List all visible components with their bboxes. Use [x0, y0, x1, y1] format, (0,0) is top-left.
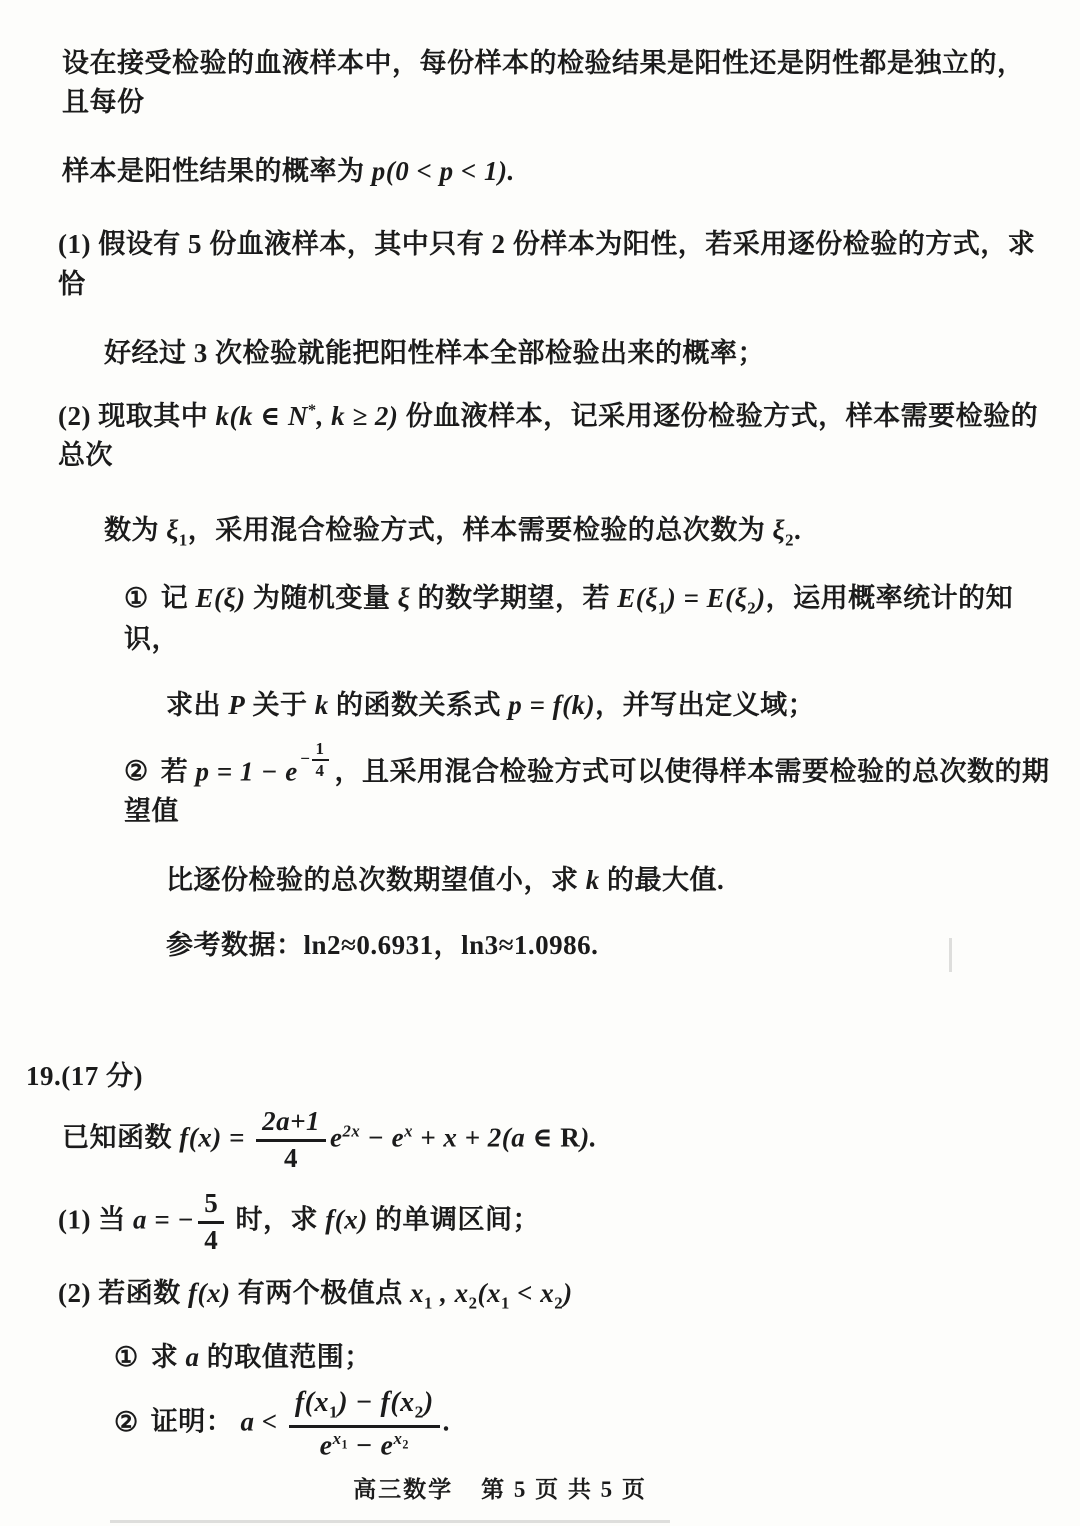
math-cond-lt: < x	[509, 1278, 555, 1309]
den-e2-exponent	[393, 1428, 409, 1451]
math-E-xi2-sub: 2	[747, 598, 757, 618]
circ1-text3: 的数学期望，若	[410, 582, 618, 613]
math-cond-open: (x	[477, 1278, 501, 1309]
math-x2-sub: 2	[468, 1293, 478, 1313]
circled-1-marker: ①	[124, 582, 149, 613]
q19-part2-text1: (2) 若函数	[58, 1278, 188, 1309]
footer-course-label: 高三数学	[353, 1477, 454, 1502]
circled-2-marker: ②	[124, 756, 149, 787]
math-natural-star-sup: *	[307, 400, 317, 419]
math-cond-close: )	[563, 1278, 573, 1309]
q19-circle1-line	[0, 1338, 1080, 1377]
math-a-lt: a <	[240, 1406, 285, 1437]
q19-header: 19.(17 分)	[26, 1060, 143, 1091]
den-e2-exp-x: x	[393, 1428, 403, 1448]
q19-part1-text3: 的单调区间；	[367, 1204, 540, 1235]
a-value-fraction	[198, 1188, 224, 1256]
math-k: k	[314, 689, 329, 720]
q19-part2-text2: 有两个极值点	[230, 1278, 410, 1309]
q19-intro-text: 已知函数	[62, 1122, 180, 1153]
q18-part2-text2: 份血液样本，记采用逐份检验方式，样本需要检验的总次	[58, 400, 1039, 470]
math-x1-sub: 1	[423, 1293, 433, 1313]
math-expectation-xi: E(ξ)	[195, 582, 246, 613]
question-18-section	[0, 44, 1080, 965]
q19-circ1-text1: 求	[150, 1341, 186, 1372]
math-E-xi1-sub: 1	[657, 598, 667, 618]
period: .	[794, 515, 802, 546]
num-close: )	[423, 1387, 434, 1419]
circ2-text2: ，且采用混合检验方式可以使得样本需要检验的总次数的期望值	[124, 756, 1050, 826]
page-footer	[0, 1471, 1000, 1504]
circ1-l2-text3: 的函数关系式	[328, 689, 509, 720]
q18-part1-line1: (1) 假设有 5 份血液样本，其中只有 2 份样本为阳性，若采用逐份检验的方式，求恰	[58, 229, 1036, 299]
circ1-text4: ，运用概率统计的知识，	[124, 582, 1014, 655]
circ1-l2-text1: 求出	[166, 689, 229, 720]
exp-fraction-numerator: 1	[312, 739, 329, 762]
proof-fraction	[289, 1387, 440, 1462]
math-a-equals-neg: a = −	[132, 1204, 195, 1235]
footer-page-number: 第 5 页 共 5 页	[481, 1477, 647, 1502]
num-fx1-open: f(x	[294, 1387, 330, 1419]
a-fraction-numerator: 5	[198, 1188, 224, 1224]
math-cond-x1-sub: 1	[500, 1293, 510, 1313]
q18-intro-line2	[0, 152, 1080, 191]
math-xi2: ξ	[772, 515, 786, 546]
proof-fraction-numerator	[289, 1387, 440, 1428]
num-x1-sub: 1	[329, 1402, 339, 1422]
exp-fraction	[312, 739, 329, 781]
q18-part2-line2-text1: 数为	[104, 515, 167, 546]
q19-part1-text2: 时，求	[228, 1204, 326, 1235]
circled-1-marker-q19: ①	[114, 1341, 139, 1372]
den-e1-exp-sub: 1	[341, 1436, 349, 1451]
den-e2-exp-sub: 2	[402, 1436, 409, 1451]
coefficient-denominator: 4	[284, 1143, 299, 1174]
a-fraction-denominator: 4	[204, 1225, 219, 1256]
math-E-xi1-open: E(ξ	[617, 582, 658, 613]
circ2-l2-text1: 比逐份检验的总次数期望值小，求	[166, 864, 586, 895]
math-xi: ξ	[397, 582, 411, 613]
q18-part2-line1	[0, 397, 1080, 475]
q18-part2-line2-text2: ，采用混合检验方式，样本需要检验的总次数为	[187, 515, 773, 546]
math-fx-equals: f(x) =	[179, 1122, 253, 1153]
math-real-set-R: R	[560, 1122, 581, 1153]
math-P: P	[228, 689, 246, 720]
q18-circle2-line1	[0, 739, 1080, 831]
circ2-l2-text2: 的最大值.	[599, 864, 725, 895]
math-p-equals-1-minus-e: p = 1 − e	[195, 756, 298, 787]
math-p-probability: p(0 < p < 1).	[371, 156, 515, 187]
math-p-equals-fk: p = f(k)	[508, 689, 596, 720]
q19-part1-text1: (1) 当	[58, 1204, 133, 1235]
math-E-xi2-close: )	[756, 582, 766, 613]
circ1-text2: 为随机变量	[245, 582, 398, 613]
circ1-l2-text2: 关于	[245, 689, 315, 720]
math-k-condition-open: k(k ∈ N	[215, 400, 308, 431]
math-close-paren: ).	[580, 1122, 597, 1153]
q18-part2-text1: (2) 现取其中	[58, 400, 216, 431]
q18-circle1-line2	[0, 686, 1080, 725]
scan-artifact-right	[949, 938, 952, 972]
math-E-xi2-open: ) = E(ξ	[666, 582, 748, 613]
math-x2: , x	[432, 1278, 469, 1309]
den-e1: e	[319, 1429, 333, 1461]
math-cond-x2-sub: 2	[554, 1293, 564, 1313]
math-tail: + x + 2(a ∈	[412, 1122, 561, 1153]
den-e1-exp-x: x	[332, 1428, 342, 1448]
reference-data: 参考数据：ln2≈0.6931，ln3≈1.0986.	[166, 929, 599, 960]
q18-circle1-line1	[0, 579, 1080, 660]
math-fx-1: f(x)	[325, 1204, 368, 1235]
proof-fraction-denominator	[289, 1428, 440, 1463]
scan-artifact-bottom	[110, 1520, 670, 1523]
q19-part2-line	[0, 1274, 1080, 1316]
circ1-text1: 记	[160, 582, 196, 613]
q19-function-line	[0, 1106, 1080, 1174]
coefficient-fraction	[256, 1106, 326, 1174]
den-minus-e2: − e	[348, 1429, 394, 1461]
math-exponent-neg-quarter	[300, 739, 329, 781]
circ1-l2-text4: ，并写出定义域；	[595, 689, 816, 720]
proof-period: .	[443, 1406, 451, 1437]
math-a-range: a	[185, 1341, 200, 1372]
circ2-text1: 若	[160, 756, 196, 787]
exp-minus-sign: −	[299, 749, 311, 769]
q19-part1-line	[0, 1188, 1080, 1256]
circled-2-marker-q19: ②	[114, 1406, 139, 1437]
math-xi1: ξ	[166, 515, 179, 546]
math-xi2-subscript: 2	[785, 530, 795, 550]
math-xi1-subscript: 1	[178, 530, 188, 550]
q18-circle2-line2	[0, 861, 1080, 900]
num-minus-fx2: ) − f(x	[338, 1387, 415, 1419]
q18-part2-line2	[0, 511, 1080, 553]
q18-part1-line2: 好经过 3 次检验就能把阳性样本全部检验出来的概率；	[104, 337, 765, 368]
exp-fraction-denominator: 4	[315, 761, 325, 781]
q19-circ2-text1: 证明：	[150, 1406, 241, 1437]
den-e1-exponent	[332, 1428, 349, 1451]
math-k-condition-close: , k ≥ 2)	[316, 400, 399, 431]
q19-circ1-text2: 的取值范围；	[199, 1341, 372, 1372]
q18-intro-line2-text: 样本是阳性结果的概率为	[62, 156, 372, 187]
math-e-base1: e	[330, 1122, 343, 1153]
math-exp-2x: 2x	[342, 1121, 361, 1141]
coefficient-numerator: 2a+1	[256, 1106, 326, 1142]
math-minus-e: − e	[360, 1122, 405, 1153]
math-fx-2: f(x)	[187, 1278, 231, 1309]
math-x1: x	[409, 1278, 424, 1309]
num-x2-sub: 2	[414, 1402, 424, 1422]
q18-intro-line1: 设在接受检验的血液样本中，每份样本的检验结果是阳性还是阴性都是独立的，且每份	[62, 48, 1025, 118]
math-exp-x: x	[404, 1121, 413, 1141]
math-k-max: k	[585, 864, 600, 895]
q19-circle2-line	[0, 1387, 1080, 1462]
question-19-section	[0, 1057, 1080, 1462]
